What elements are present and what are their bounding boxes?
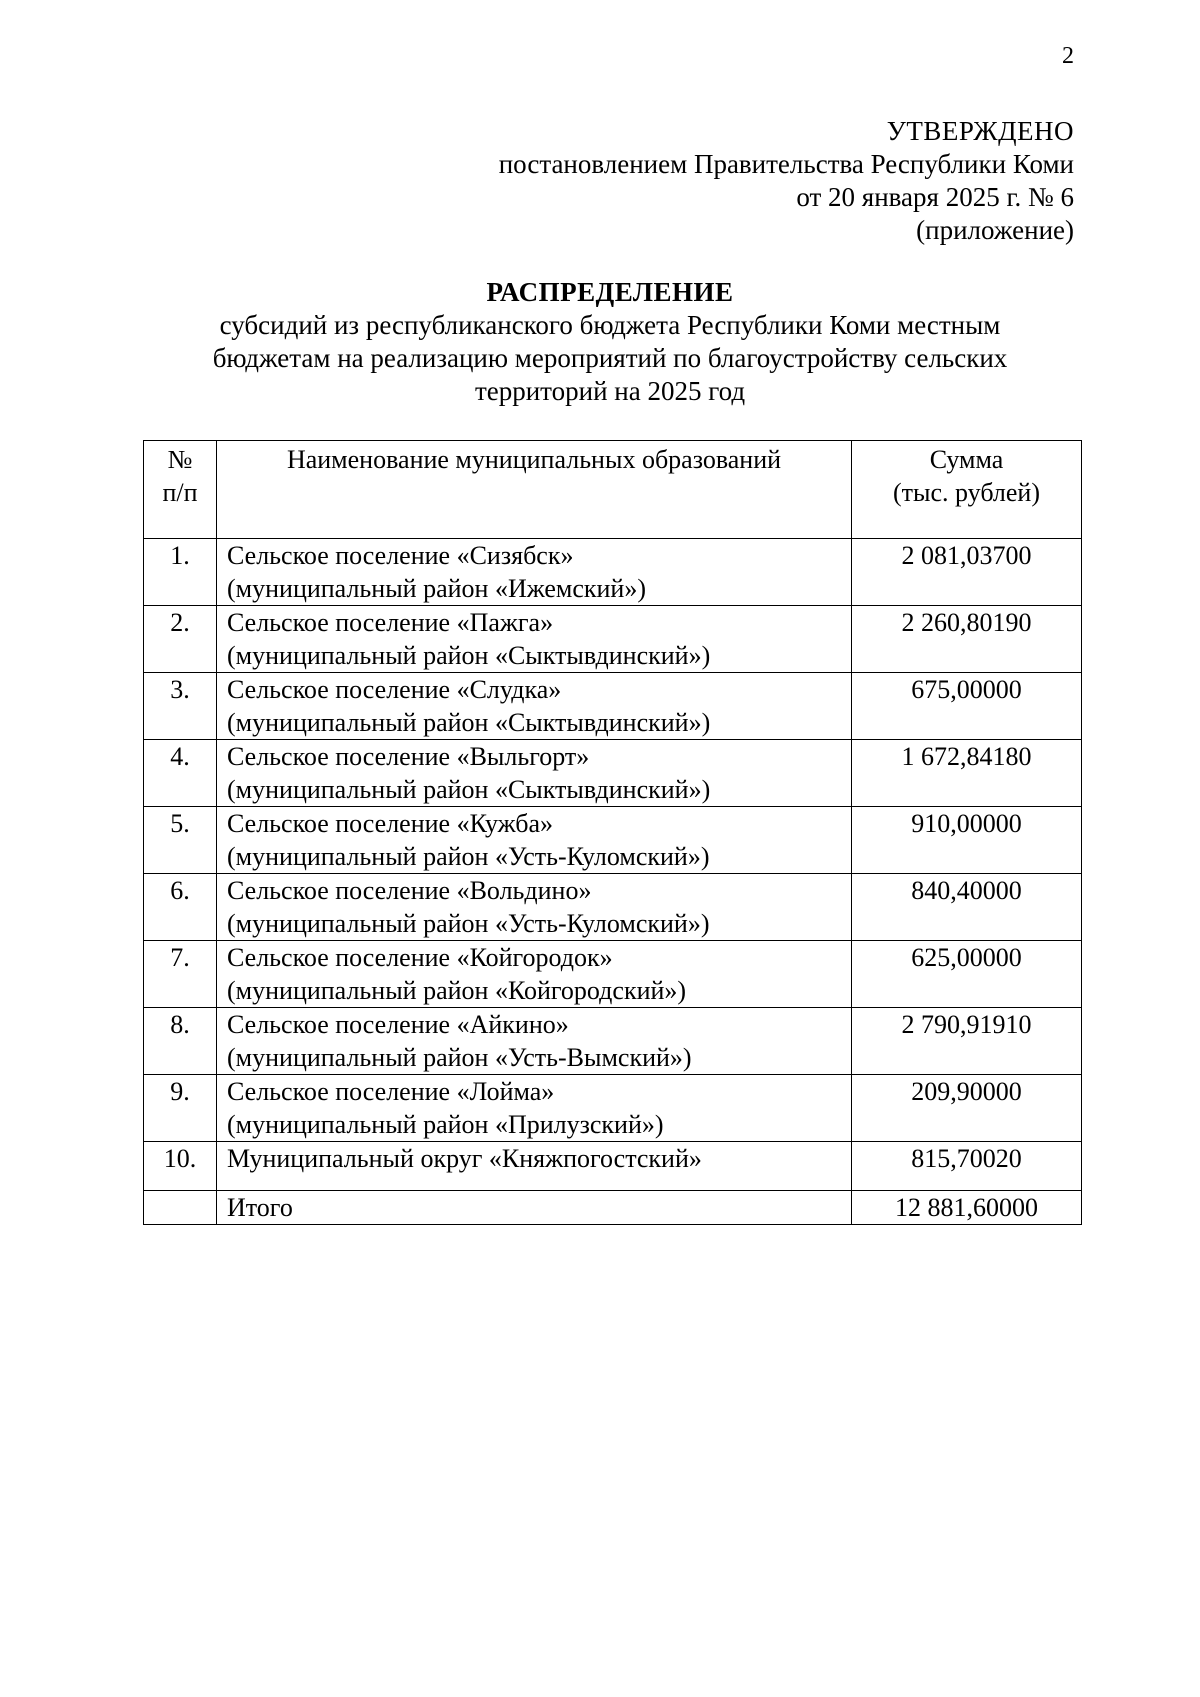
district-name: (муниципальный район «Ижемский») xyxy=(227,574,646,603)
settlement-name: Муниципальный округ «Княжпогостский» xyxy=(227,1144,702,1173)
table-row xyxy=(144,1142,1082,1191)
table-row xyxy=(144,606,1082,673)
row-number: 7. xyxy=(144,941,217,1008)
row-sum: 675,00000 xyxy=(852,673,1082,740)
row-number: 8. xyxy=(144,1008,217,1075)
table-row xyxy=(144,874,1082,941)
table-row xyxy=(144,740,1082,807)
row-number: 10. xyxy=(144,1142,217,1191)
district-name: (муниципальный район «Усть-Куломский») xyxy=(227,909,710,938)
row-name xyxy=(217,606,852,673)
district-name: (муниципальный район «Сыктывдинский») xyxy=(227,775,711,804)
total-number-empty xyxy=(144,1191,217,1225)
row-number: 4. xyxy=(144,740,217,807)
approval-decree-line: постановлением Правительства Республики Коми xyxy=(498,149,1074,179)
row-number: 5. xyxy=(144,807,217,874)
settlement-name: Сельское поселение «Сизябск» xyxy=(227,541,574,570)
row-name xyxy=(217,941,852,1008)
row-sum: 625,00000 xyxy=(852,941,1082,1008)
settlement-name: Сельское поселение «Лойма» xyxy=(227,1077,555,1106)
row-name xyxy=(217,1142,852,1191)
approval-label: УТВЕРЖДЕНО xyxy=(886,116,1074,146)
row-sum: 2 081,03700 xyxy=(852,539,1082,606)
settlement-name: Сельское поселение «Айкино» xyxy=(227,1010,569,1039)
settlement-name: Сельское поселение «Вольдино» xyxy=(227,876,592,905)
row-sum: 1 672,84180 xyxy=(852,740,1082,807)
approval-date-line: от 20 января 2025 г. № 6 xyxy=(796,182,1074,212)
table-row xyxy=(144,1008,1082,1075)
settlement-name: Сельское поселение «Слудка» xyxy=(227,675,562,704)
document-subtitle-line: бюджетам на реализацию мероприятий по благоустройству сельских xyxy=(212,343,1008,373)
row-name xyxy=(217,1075,852,1142)
row-sum: 910,00000 xyxy=(852,807,1082,874)
document-subtitle-line: территорий на 2025 год xyxy=(474,376,746,406)
table-header-row xyxy=(144,441,1082,539)
document-title: РАСПРЕДЕЛЕНИЕ xyxy=(486,277,734,307)
district-name: (муниципальный район «Прилузский») xyxy=(227,1110,664,1139)
row-name xyxy=(217,874,852,941)
table-row xyxy=(144,941,1082,1008)
row-sum: 209,90000 xyxy=(852,1075,1082,1142)
header-number xyxy=(144,441,217,539)
row-name xyxy=(217,673,852,740)
settlement-name: Сельское поселение «Выльгорт» xyxy=(227,742,590,771)
document-subtitle-line: субсидий из республиканского бюджета Республики Коми местным xyxy=(219,310,1001,340)
district-name: (муниципальный район «Сыктывдинский») xyxy=(227,641,711,670)
total-sum: 12 881,60000 xyxy=(852,1191,1082,1225)
header-number-symbol: № xyxy=(167,445,193,474)
row-sum: 815,70020 xyxy=(852,1142,1082,1191)
row-number: 3. xyxy=(144,673,217,740)
row-number: 6. xyxy=(144,874,217,941)
district-name: (муниципальный район «Усть-Куломский») xyxy=(227,842,710,871)
row-name xyxy=(217,807,852,874)
table-row xyxy=(144,539,1082,606)
district-name: (муниципальный район «Сыктывдинский») xyxy=(227,708,711,737)
approval-appendix-line: (приложение) xyxy=(916,215,1074,245)
district-name: (муниципальный район «Усть-Вымский») xyxy=(227,1043,692,1072)
approval-block xyxy=(499,115,1074,247)
settlement-name: Сельское поселение «Пажга» xyxy=(227,608,554,637)
settlement-name: Сельское поселение «Койгородок» xyxy=(227,943,613,972)
header-number-abbr: п/п xyxy=(162,478,198,507)
header-name-label: Наименование муниципальных образований xyxy=(286,445,782,474)
header-sum-label: Сумма xyxy=(929,445,1004,474)
district-name: (муниципальный район «Койгородский») xyxy=(227,976,687,1005)
row-sum: 840,40000 xyxy=(852,874,1082,941)
header-sum-unit: (тыс. рублей) xyxy=(892,478,1040,507)
row-name xyxy=(217,740,852,807)
row-name xyxy=(217,539,852,606)
table-row xyxy=(144,673,1082,740)
header-sum xyxy=(852,441,1082,539)
table-total-row xyxy=(144,1191,1082,1225)
page-number: 2 xyxy=(1062,43,1074,69)
row-sum: 2 260,80190 xyxy=(852,606,1082,673)
settlement-name: Сельское поселение «Кужба» xyxy=(227,809,554,838)
row-name xyxy=(217,1008,852,1075)
total-label: Итого xyxy=(217,1191,852,1225)
row-number: 9. xyxy=(144,1075,217,1142)
row-number: 1. xyxy=(144,539,217,606)
header-name xyxy=(217,441,852,539)
distribution-table xyxy=(143,440,1082,1225)
document-heading xyxy=(160,276,1060,408)
row-number: 2. xyxy=(144,606,217,673)
table-row xyxy=(144,1075,1082,1142)
table-row xyxy=(144,807,1082,874)
row-sum: 2 790,91910 xyxy=(852,1008,1082,1075)
